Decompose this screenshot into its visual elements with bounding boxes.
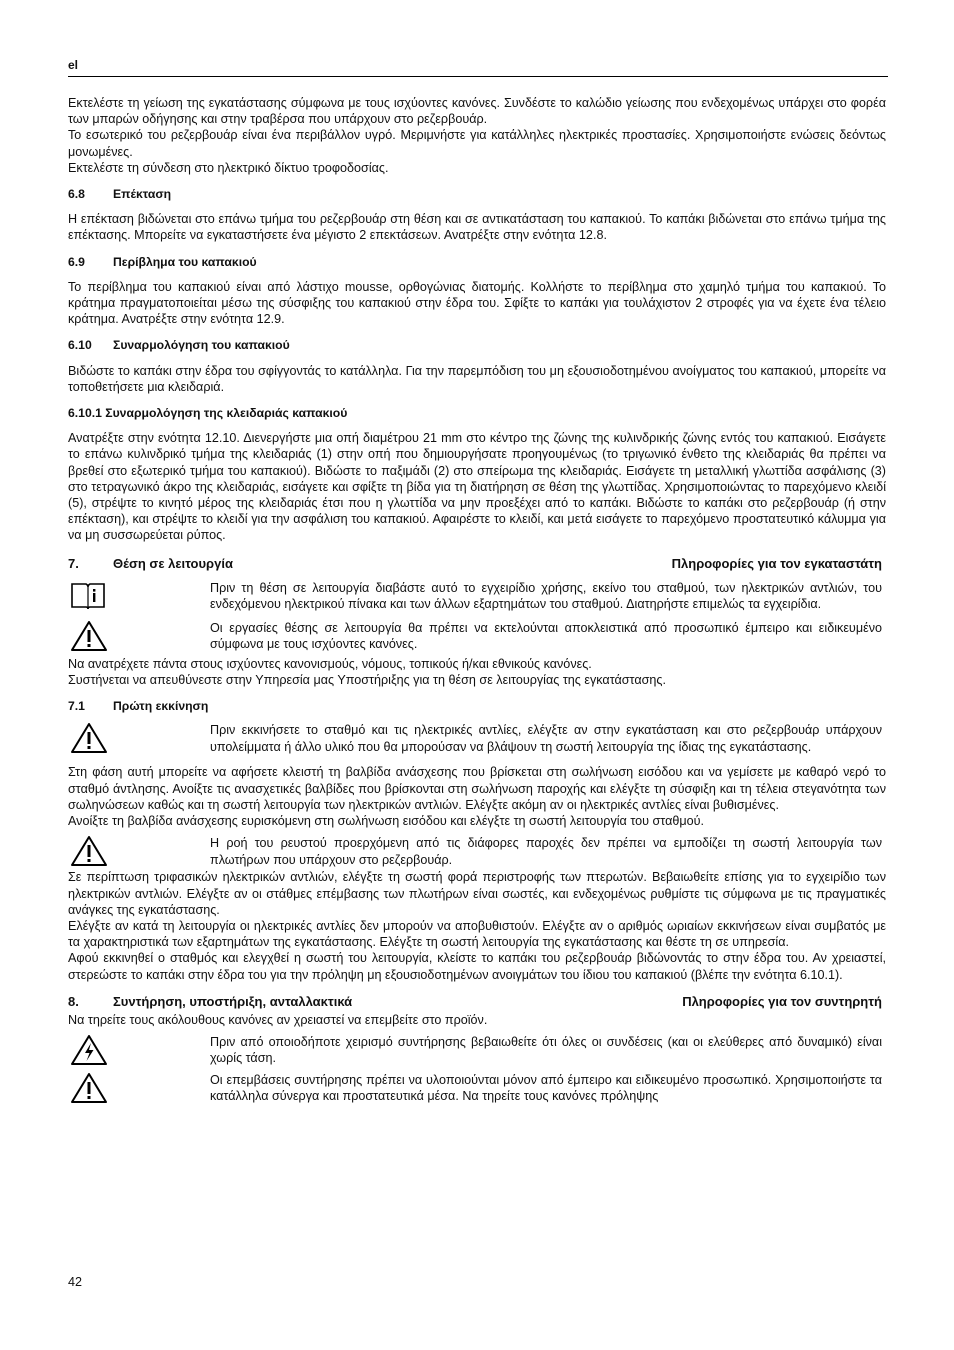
- intro-paragraph: Εκτελέστε τη γείωση της εγκατάστασης σύμφωνα με τους ισχύοντες κανόνες. Συνδέστε το καλώδιο γείωσης που ενδεχομένως υπάρχει στο φορέα των μπαρών οδήγησης και στην τραβέρσα που υπάρχουν στο ρεζερβουάρ.: [68, 96, 886, 127]
- section-text: Να τηρείτε τους ακόλουθους κανόνες αν χρειαστεί να επεμβείτε στο προϊόν.: [68, 1012, 488, 1027]
- section-text: Βιδώστε το καπάκι στην έδρα του σφίγγοντάς το κατάλληλα. Για την παρεμπόδιση του μη εξουσιοδοτημένου ανοίγματος του καπακιού, μπορείτε να τοποθετήσετε μια κλειδαριά.: [68, 363, 886, 394]
- note-text: Πριν από οποιοδήποτε χειρισμό συντήρησης βεβαιωθείτε ότι όλες οι συνδέσεις (και οι ελεύθερες από δυναμικό) είναι χωρίς τάση.: [210, 1035, 882, 1066]
- audience-label: Πληροφορίες για τον εγκαταστάτη: [671, 555, 882, 571]
- section-number: 7.1: [68, 699, 85, 714]
- section-text: Η επέκταση βιδώνεται στο επάνω τμήμα του ρεζερβουάρ στη θέση και σε αντικατάσταση του καπακιού. Το καπάκι βιδώνεται στο επάνω τμήμα της επέκτασης. Μπορείτε να εγκαταστήσετε ένα μέγιστο 2 επεκτάσεων. Ανατρέξτε στην ενότητα 12.8.: [68, 212, 886, 243]
- note-text: Πριν τη θέση σε λειτουργία διαβάστε αυτό το εγχειρίδιο χρήσης, εκείνο του σταθμού, των ηλεκτρικών αντλιών, του ενδεχόμενου ηλεκτρικού πίνακα και των άλλων εξαρτημάτων του σταθμού. Διατηρήστε επιμελώς τα εγχειρίδια.: [210, 580, 882, 612]
- note-text: Οι εργασίες θέσης σε λειτουργία θα πρέπει να εκτελούνται αποκλειστικά από προσωπικό έμπειρο και ειδικευμένο σύμφωνα με τους ισχύοντες κανόνες.: [210, 620, 882, 652]
- section-heading-8: [68, 994, 886, 1010]
- section-number: 6.8: [68, 187, 85, 202]
- section-text: Ελέγξτε αν κατά τη λειτουργία οι ηλεκτρικές αντλίες δεν μπορούν να αποβυθιστούν. Ελέγξτε αν ο αριθμός ωριαίων εκκινήσεων είναι συμβατός με τα χαρακτηριστικά των εξαρτημάτων της εγκατάστασης. Ελέγξτε τη σωστή λειτουργία της εγκατάστασης και θέστε τη σε υπηρεσία.: [68, 918, 886, 950]
- note-manual: [68, 580, 886, 614]
- section-number: 6.9: [68, 254, 85, 269]
- section-number: 7.: [68, 555, 79, 571]
- section-text: Συστήνεται να απευθύνεστε στην Υπηρεσία μας Υποστήριξης για τη θέση σε λειτουργίας της εγκατάστασης.: [68, 673, 666, 688]
- intro-paragraph: Το εσωτερικό του ρεζερβουάρ είναι ένα περιβάλλον υγρό. Μεριμνήστε για κατάλληλες ηλεκτρικές προστασίες. Χρησιμοποιήστε ενώσεις δεόντως μονωμένες.: [68, 128, 886, 159]
- section-title: Συναρμολόγηση του καπακιού: [113, 338, 290, 353]
- section-text: Στη φάση αυτή μπορείτε να αφήσετε κλειστή τη βαλβίδα ανάσχεσης που βρίσκεται στη σωλήνωση εισόδου και να γεμίσετε με καθαρό νερό το σταθμό άντλησης. Ανοίξτε τις ανασχετικές βαλβίδες που βρίσκονται στη σωλήνωση παροχής και ελέγξτε τη σύσφιξη και τη τέλεια στεγανότητα των σωληνώσεων καθώς και τη σωστή λειτουργία των ηλεκτρικών αντλιών. Ελέγξτε ακόμη αν οι ηλεκτρικές αντλίες είναι βυθισμένες.: [68, 765, 886, 812]
- section-text: Ανοίξτε τη βαλβίδα ανάσχεσης ευρισκόμενη στη σωλήνωση εισόδου και ελέγξτε τη σωστή λειτουργία του σταθμού.: [68, 814, 705, 829]
- warning-icon: [68, 835, 210, 869]
- section-heading-6-8: [68, 186, 886, 202]
- section-heading-7-1: [68, 698, 886, 714]
- header-rule: [68, 76, 888, 77]
- audience-label: Πληροφορίες για τον συντηρητή: [682, 993, 882, 1009]
- electric-hazard-icon: [68, 1034, 210, 1068]
- section-title: Επέκταση: [113, 187, 172, 202]
- section-text: Το περίβλημα του καπακιού είναι από λάστιχο mousse, ορθογώνιας διατομής. Κολλήστε το περίβλημα στο χαμηλό τμήμα του καπακιού. Το κράτημα πραγματοποιείται μέσω της σύσφιξης του καπακιού στην έδρα του. Σφίξτε το καπάκι για τουλάχιστον 2 στροφές για να έχετε ένα τέλειο κράτημα. Ανατρέξτε στην ενότητα 12.9.: [68, 279, 886, 327]
- section-heading-6-9: [68, 254, 886, 270]
- section-text: Αφού εκκινηθεί ο σταθμός και ελεγχθεί η σωστή του λειτουργία, κλείστε το καπάκι του ρεζερβουάρ βιδώνοντάς το στην έδρα του. Αν χρειαστεί, στερεώστε το καπάκι στην έδρα του για την πρόληψη μη εξουσιοδοτημένων ανοιγμάτων του ίδιου του καπακιού (βλέπε την ενότητα 6.10.1).: [68, 951, 886, 982]
- language-code: el: [68, 58, 79, 72]
- section-title: Πρώτη εκκίνηση: [113, 699, 209, 714]
- section-text: Να ανατρέχετε πάντα στους ισχύοντες κανονισμούς, νόμους, τοπικούς ή/και εθνικούς κανόνες.: [68, 656, 592, 671]
- section-heading-6-10-1: [68, 405, 886, 421]
- section-number: 8.: [68, 993, 79, 1009]
- section-title: Θέση σε λειτουργία: [113, 555, 233, 571]
- note-warning: [68, 1072, 886, 1106]
- note-text: Πριν εκκινήσετε το σταθμό και τις ηλεκτρικές αντλίες, ελέγξτε αν στην εγκατάσταση και στο ρεζερβουάρ υπάρχουν υπολείμματα ή άλλο υλικό που θα μπορούσαν να βλάψουν τη σωστή λειτουργία της ίδιας της εγκατάστασης.: [210, 723, 882, 754]
- warning-icon: [68, 1072, 210, 1106]
- note-text: Η ροή του ρευστού προερχόμενη από τις διάφορες παροχές δεν πρέπει να εμποδίζει τη σωστή λειτουργία των πλωτήρων που υπάρχουν στο ρεζερβουάρ.: [210, 836, 882, 867]
- section-title: 6.10.1 Συναρμολόγηση της κλειδαριάς καπακιού: [68, 406, 348, 421]
- warning-icon: [68, 620, 210, 654]
- section-text: Σε περίπτωση τριφασικών ηλεκτρικών αντλιών, ελέγξτε τη σωστή φορά περιστροφής των πτερωτών. Βεβαιωθείτε επίσης για το εγχειρίδιο των ηλεκτρικών αντλιών. Ελέγξτε αν οι στάθμες επέμβασης των πλωτήρων είναι σωστές, και ενδεχομένως ρυθμίστε τις σύμφωνα με τις πραγματικές ανάγκες της εγκατάστασης.: [68, 870, 886, 917]
- note-warning: [68, 620, 886, 654]
- intro-paragraph: Εκτελέστε τη σύνδεση στο ηλεκτρικό δίκτυο τροφοδοσίας.: [68, 160, 389, 175]
- warning-icon: [68, 722, 210, 756]
- note-warning: [68, 835, 886, 869]
- page-content: [68, 95, 886, 1106]
- section-title: Περίβλημα του καπακιού: [113, 254, 257, 269]
- note-text: Οι επεμβάσεις συντήρησης πρέπει να υλοποιούνται μόνον από έμπειρο και ειδικευμένο προσωπικό. Χρησιμοποιήστε τα κατάλληλα σύνεργα και προστατευτικά μέσα. Να τηρείτε τους κανόνες πρόληψης: [210, 1073, 882, 1104]
- page-number: 42: [68, 1275, 83, 1289]
- section-number: 6.10: [68, 338, 92, 353]
- note-electric: [68, 1034, 886, 1068]
- section-title: Συντήρηση, υποστήριξη, ανταλλακτικά: [113, 993, 353, 1009]
- section-text: Ανατρέξτε στην ενότητα 12.10. Διενεργήστε μια οπή διαμέτρου 21 mm στο κέντρο της ζώνης της κυλινδρικής ζώνης εντός του καπακιού. Εισάγετε το επάνω κυλινδρικό τμήμα της κλειδαριάς (1) στην οπή που δημιουργήσατε προηγουμένως (το τριγωνικό ένθετο της κλειδαριάς θα πρέπει να βρεθεί στο εξωτερικό τμήμα του καπακιού). Βιδώστε το παξιμάδι (2) στο σπείρωμα της κλειδαριάς. Εισάγετε τη μεταλλική γλωττίδα ασφάλισης (3) στο τετραγωνικό άκρο της κλειδαριάς, εισάγετε και σφίξτε τη βίδα για τη διατήρηση σε θέση της γλωττίδας. Χρησιμοποιώντας το παρεχόμενο κλειδί (5), στρέψτε το κινητό μέρος της κλειδαριάς έτσι που η γλωττίδα να μην προεξέχει από το καπάκι. Βιδώστε το καπάκι στο ρεζερβουάρ (ή στην επέκταση), και στρέψτε το κλειδί για την ασφάλιση του καπακιού. Αφαιρέστε το κλειδί, και μετά εισάγετε το παρεχόμενο προστατευτικό κάλυμμα για να μη συσσωρεύεται ρύπος.: [68, 431, 886, 543]
- note-warning: [68, 722, 886, 756]
- section-heading-7: [68, 556, 886, 572]
- section-heading-6-10: [68, 337, 886, 353]
- manual-book-icon: [68, 580, 210, 614]
